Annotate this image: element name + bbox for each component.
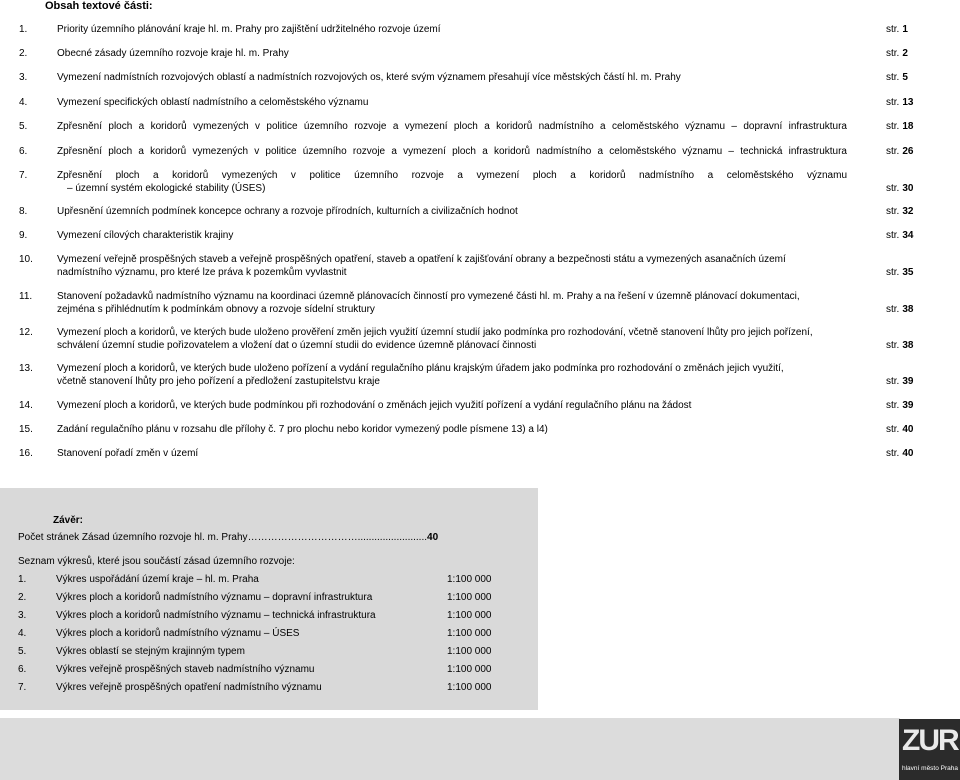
toc-text bbox=[57, 47, 847, 60]
toc-row bbox=[0, 253, 960, 279]
toc-text-line: schválení územní studie pořizovatelem a vložení dat o územní studii do evidence územně plánovací činnosti bbox=[57, 340, 537, 351]
toc-page-number: 32 bbox=[902, 206, 914, 217]
toc-page bbox=[886, 375, 913, 388]
toc-page-number: 26 bbox=[902, 146, 914, 157]
toc-page-number: 38 bbox=[902, 304, 914, 315]
toc-page-number: 2 bbox=[902, 48, 908, 59]
toc-text-line: Priority územního plánování kraje hl. m. Prahy pro zajištění udržitelného rozvoje území bbox=[57, 24, 441, 35]
map-scale: 1:100 000 bbox=[447, 664, 492, 675]
toc-page-number: 39 bbox=[902, 400, 914, 411]
toc-page-number: 35 bbox=[902, 267, 914, 278]
toc-number: 7. bbox=[19, 170, 28, 181]
conclusion-panel bbox=[0, 488, 538, 710]
toc-text-line: včetně stanovení lhůty pro jeho pořízení a předložení zastupitelstvu kraje bbox=[57, 376, 380, 387]
map-list-item bbox=[0, 628, 538, 642]
toc-text bbox=[57, 290, 847, 316]
toc-text bbox=[57, 169, 847, 195]
toc-row bbox=[0, 423, 960, 436]
map-scale: 1:100 000 bbox=[447, 592, 492, 603]
toc-page-prefix: str. bbox=[886, 206, 900, 217]
map-list-item bbox=[0, 682, 538, 696]
toc-text-line: Vymezení veřejně prospěšných staveb a veřejně prospěšných opatření, staveb a opatření k zajišťování obrany a bezpečnosti státu a vymezených asanačních území bbox=[57, 254, 786, 265]
toc-text bbox=[57, 23, 847, 36]
toc-row bbox=[0, 120, 960, 133]
toc-row bbox=[0, 205, 960, 218]
toc-text-line: Vymezení cílových charakteristik krajiny bbox=[57, 230, 234, 241]
maps-list-title: Seznam výkresů, které jsou součástí zásad územního rozvoje: bbox=[18, 556, 295, 567]
toc-row bbox=[0, 290, 960, 316]
toc-text-line: zejména s přihlédnutím k podmínkám obnovy a rozvoje sídelní struktury bbox=[57, 304, 375, 315]
toc-page-number: 18 bbox=[902, 121, 914, 132]
logo-subtitle: hlavní město Praha bbox=[902, 765, 959, 772]
toc-row bbox=[0, 447, 960, 460]
toc-row bbox=[0, 326, 960, 352]
toc-page bbox=[886, 399, 913, 412]
toc-page-number: 40 bbox=[902, 448, 914, 459]
page-count-label: Počet stránek Zásad územního rozvoje hl. m. Prahy bbox=[18, 532, 248, 543]
map-title: Výkres oblastí se stejným krajinným typem bbox=[56, 646, 245, 657]
toc-text bbox=[57, 253, 847, 279]
toc-row bbox=[0, 23, 960, 36]
toc-row bbox=[0, 169, 960, 195]
toc-number: 11. bbox=[19, 291, 33, 302]
toc-heading: Obsah textové části: bbox=[45, 0, 153, 12]
map-title: Výkres veřejně prospěšných staveb nadmístního významu bbox=[56, 664, 315, 675]
toc-page-number: 39 bbox=[902, 376, 914, 387]
toc-page-number: 1 bbox=[902, 24, 908, 35]
map-list-item bbox=[0, 610, 538, 624]
toc-page bbox=[886, 339, 913, 352]
toc-number: 13. bbox=[19, 363, 33, 374]
toc-page-prefix: str. bbox=[886, 146, 900, 157]
toc-text-line: Obecné zásady územního rozvoje kraje hl. m. Prahy bbox=[57, 48, 289, 59]
map-title: Výkres uspořádání území kraje – hl. m. Praha bbox=[56, 574, 259, 585]
toc-text bbox=[57, 423, 847, 436]
toc-page bbox=[886, 229, 913, 242]
map-number: 3. bbox=[18, 610, 27, 621]
toc-page-prefix: str. bbox=[886, 24, 900, 35]
toc-text-line: Vymezení nadmístních rozvojových oblastí a nadmístních rozvojových os, které svým významem přesahují více městských částí hl. m. Prahy bbox=[57, 72, 681, 83]
toc-page-prefix: str. bbox=[886, 424, 900, 435]
map-number: 5. bbox=[18, 646, 27, 657]
map-list-item bbox=[0, 592, 538, 606]
toc-text-line: – územní systém ekologické stability (ÚSES) bbox=[67, 183, 266, 194]
toc-row bbox=[0, 229, 960, 242]
toc-page-number: 30 bbox=[902, 183, 914, 194]
toc-number: 14. bbox=[19, 400, 33, 411]
toc-page-number: 13 bbox=[902, 97, 914, 108]
toc-number: 15. bbox=[19, 424, 33, 435]
toc-row bbox=[0, 96, 960, 109]
toc-text-line: Zpřesnění ploch a koridorů vymezených v politice územního rozvoje a vymezení ploch a koridorů nadmístního a celoměstského významu bbox=[57, 170, 847, 181]
toc-text-line: Stanovení požadavků nadmístního významu na koordinaci územně plánovacích činností pro vymezené části hl. m. Prahy a na řešení v územně plánovací dokumentaci, bbox=[57, 291, 800, 302]
toc-page-prefix: str. bbox=[886, 121, 900, 132]
map-number: 4. bbox=[18, 628, 27, 639]
toc-text bbox=[57, 447, 847, 460]
page-count-line bbox=[18, 532, 438, 543]
toc-page-prefix: str. bbox=[886, 72, 900, 83]
map-scale: 1:100 000 bbox=[447, 610, 492, 621]
map-scale: 1:100 000 bbox=[447, 646, 492, 657]
toc-page-number: 34 bbox=[902, 230, 914, 241]
toc-text-line: Vymezení ploch a koridorů, ve kterých bude podmínkou při rozhodování o změnách jejich využití pořízení a vydání regulačního plánu na žádost bbox=[57, 400, 692, 411]
map-number: 6. bbox=[18, 664, 27, 675]
toc-text-line: Vymezení ploch a koridorů, ve kterých bude uloženo prověření změn jejich využití územní studií jako podmínka pro rozhodování, včetně stanovení lhůty pro jejich pořízení, bbox=[57, 327, 813, 338]
toc-page bbox=[886, 23, 908, 36]
toc-page-prefix: str. bbox=[886, 376, 900, 387]
toc-text bbox=[57, 229, 847, 242]
toc-page bbox=[886, 120, 913, 133]
logo-mark: ZUR bbox=[902, 724, 958, 757]
toc-page-number: 38 bbox=[902, 340, 914, 351]
toc-page-prefix: str. bbox=[886, 97, 900, 108]
toc-page bbox=[886, 47, 908, 60]
toc-page bbox=[886, 266, 913, 279]
toc-row bbox=[0, 47, 960, 60]
toc-number: 4. bbox=[19, 97, 28, 108]
toc-page bbox=[886, 423, 913, 436]
toc-page bbox=[886, 447, 913, 460]
toc-page bbox=[886, 303, 913, 316]
toc-number: 12. bbox=[19, 327, 33, 338]
toc-page bbox=[886, 71, 908, 84]
toc-number: 6. bbox=[19, 146, 28, 157]
toc-text bbox=[57, 326, 847, 352]
map-title: Výkres ploch a koridorů nadmístního významu – technická infrastruktura bbox=[56, 610, 376, 621]
toc-text-line: Upřesnění územních podmínek koncepce ochrany a rozvoje přírodních, kulturních a civilizačních hodnot bbox=[57, 206, 518, 217]
footer-strip bbox=[0, 718, 900, 780]
toc-page-prefix: str. bbox=[886, 340, 900, 351]
toc-text-line: nadmístního významu, pro které lze práva k pozemkům vyvlastnit bbox=[57, 267, 347, 278]
conclusion-title: Závěr: bbox=[53, 515, 84, 526]
map-title: Výkres ploch a koridorů nadmístního významu – dopravní infrastruktura bbox=[56, 592, 373, 603]
map-list-item bbox=[0, 646, 538, 660]
toc-row bbox=[0, 145, 960, 158]
toc-page-prefix: str. bbox=[886, 304, 900, 315]
toc-page bbox=[886, 182, 913, 195]
toc-number: 1. bbox=[19, 24, 28, 35]
toc-row bbox=[0, 399, 960, 412]
toc-row bbox=[0, 362, 960, 388]
toc-page-number: 5 bbox=[902, 72, 908, 83]
toc-number: 2. bbox=[19, 48, 28, 59]
map-title: Výkres ploch a koridorů nadmístního významu – ÚSES bbox=[56, 628, 300, 639]
map-scale: 1:100 000 bbox=[447, 574, 492, 585]
toc-text-line: Zpřesnění ploch a koridorů vymezených v politice územního rozvoje a vymezení ploch a koridorů nadmístního a celoměstského významu – dopravní infrastruktura bbox=[57, 121, 847, 132]
toc-text bbox=[57, 120, 847, 133]
toc-number: 10. bbox=[19, 254, 33, 265]
toc-text bbox=[57, 71, 847, 84]
page-count-value: 40 bbox=[427, 532, 439, 543]
toc-number: 8. bbox=[19, 206, 28, 217]
toc-text bbox=[57, 145, 847, 158]
toc-page-prefix: str. bbox=[886, 267, 900, 278]
map-scale: 1:100 000 bbox=[447, 682, 492, 693]
toc-text-line: Vymezení ploch a koridorů, ve kterých bude uloženo pořízení a vydání regulačního plánu krajským úřadem jako podmínka pro rozhodování o změnách jejich využití, bbox=[57, 363, 784, 374]
toc-text-line: Zpřesnění ploch a koridorů vymezených v politice územního rozvoje a vymezení ploch a koridorů nadmístního a celoměstského významu – technická infrastruktura bbox=[57, 146, 847, 157]
toc-page bbox=[886, 205, 913, 218]
map-number: 2. bbox=[18, 592, 27, 603]
map-number: 7. bbox=[18, 682, 27, 693]
toc-text-line: Zadání regulačního plánu v rozsahu dle přílohy č. 7 pro plochu nebo koridor vymezený podle písmene 13) a l4) bbox=[57, 424, 548, 435]
toc-page bbox=[886, 96, 913, 109]
map-list-item bbox=[0, 574, 538, 588]
toc-page-prefix: str. bbox=[886, 400, 900, 411]
toc-text-line: Vymezení specifických oblastí nadmístního a celoměstského významu bbox=[57, 97, 369, 108]
toc-number: 16. bbox=[19, 448, 33, 459]
toc-number: 9. bbox=[19, 230, 28, 241]
toc-text bbox=[57, 96, 847, 109]
toc-page-number: 40 bbox=[902, 424, 914, 435]
map-title: Výkres veřejně prospěšných opatření nadmístního významu bbox=[56, 682, 322, 693]
toc-number: 3. bbox=[19, 72, 28, 83]
page-count-dots: ……………………………......................... bbox=[247, 532, 428, 543]
toc-text bbox=[57, 362, 847, 388]
toc-number: 5. bbox=[19, 121, 28, 132]
toc-page bbox=[886, 145, 913, 158]
map-scale: 1:100 000 bbox=[447, 628, 492, 639]
map-number: 1. bbox=[18, 574, 27, 585]
toc-row bbox=[0, 71, 960, 84]
toc-page-prefix: str. bbox=[886, 230, 900, 241]
toc-page-prefix: str. bbox=[886, 183, 900, 194]
toc-text bbox=[57, 399, 847, 412]
toc-page-prefix: str. bbox=[886, 48, 900, 59]
toc-text bbox=[57, 205, 847, 218]
toc-text-line: Stanovení pořadí změn v území bbox=[57, 448, 199, 459]
zur-logo bbox=[899, 719, 960, 780]
toc-page-prefix: str. bbox=[886, 448, 900, 459]
map-list-item bbox=[0, 664, 538, 678]
